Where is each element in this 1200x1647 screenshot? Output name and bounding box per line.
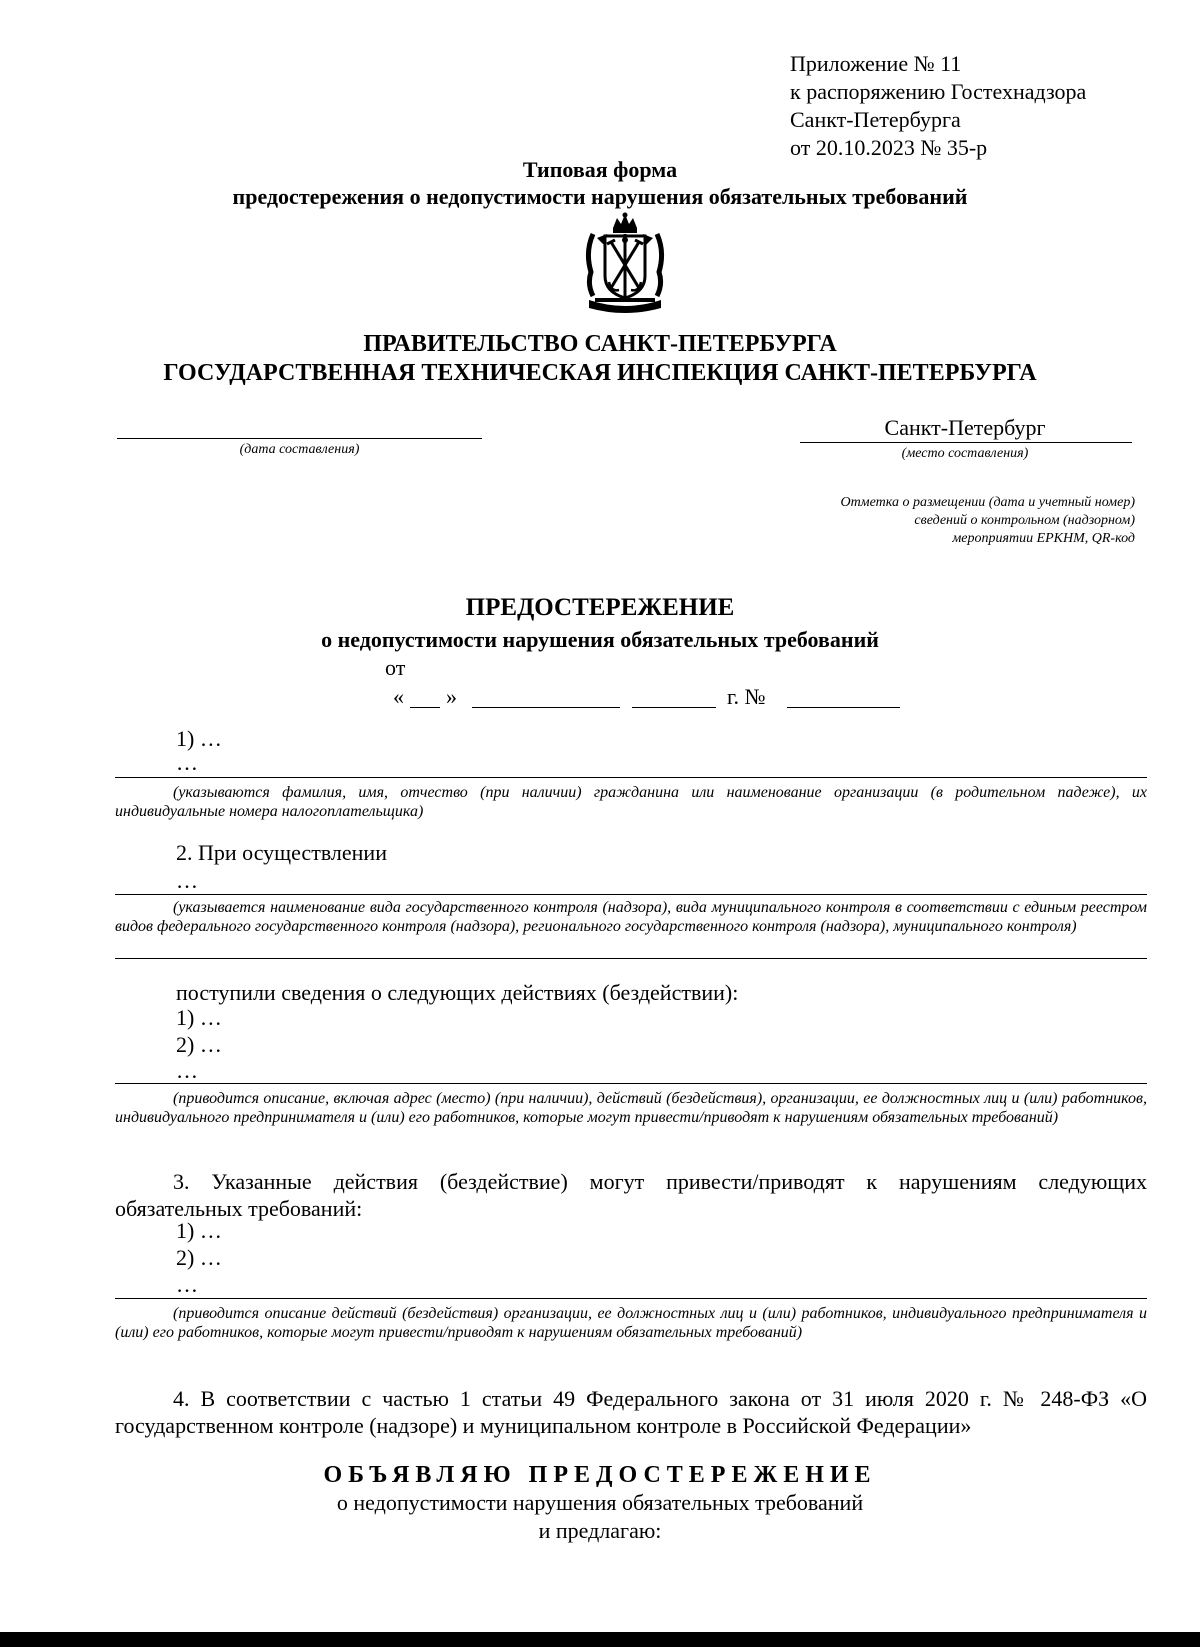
section2-title: 2. При осуществлении (176, 840, 387, 865)
section3-underline (115, 1298, 1147, 1299)
appendix-line: к распоряжению Гостехнадзора (790, 79, 1087, 104)
month-underline (472, 707, 620, 708)
erknm-note-line: Отметка о размещении (дата и учетный номер) (840, 495, 1135, 510)
section3-item: 1) … (176, 1218, 222, 1243)
declaration-line: и предлагаю: (538, 1518, 662, 1543)
section3-item: 2) … (176, 1245, 222, 1270)
form-subtitle: предостережения о недопустимости нарушения обязательных требований (232, 184, 968, 209)
section2-item: 1) … (176, 1005, 222, 1030)
close-quote: » (446, 684, 457, 709)
authority-line: ПРАВИТЕЛЬСТВО САНКТ-ПЕТЕРБУРГА (363, 331, 837, 357)
number-underline (787, 707, 900, 708)
section2-received: поступили сведения о следующих действиях (бездействии): (176, 980, 739, 1005)
declaration-line: о недопустимости нарушения обязательных требований (336, 1490, 864, 1515)
appendix-line: Санкт-Петербурга (790, 107, 961, 132)
section2-underline (115, 894, 1147, 895)
appendix-line: от 20.10.2023 № 35-р (790, 135, 988, 160)
section1-caption: (указываются фамилия, имя, отчество (при наличии) гражданина или наименование организации (в родительном падеже), их индивидуальные номера налогоплательщика) (115, 784, 1147, 820)
section2-caption-underline (115, 958, 1147, 959)
section2-ellipsis: … (176, 1058, 198, 1083)
authority-line: ГОСУДАРСТВЕННАЯ ТЕХНИЧЕСКАЯ ИНСПЕКЦИЯ САНКТ-ПЕТЕРБУРГА (163, 360, 1037, 386)
appendix-line: Приложение № 11 (790, 51, 962, 76)
place-value: Санкт-Петербург (884, 415, 1046, 440)
section3-caption: (приводится описание действий (бездействия) организации, ее должностных лиц и (или) работников, индивидуального предпринимателя и (или) его работников, которые могут привести/приводят к нарушениям обязательных требований) (115, 1305, 1147, 1341)
erknm-note (700, 494, 1135, 548)
open-quote: « (393, 684, 404, 709)
scan-bottom-border (0, 1632, 1200, 1647)
section1-underline (115, 777, 1147, 778)
section3-title: 3. Указанные действия (бездействие) могут привести/приводят к нарушениям следующих обязательных требований: (115, 1169, 1147, 1221)
place-underline (800, 442, 1132, 443)
from-label: от (385, 655, 406, 680)
erknm-note-line: мероприятии ЕРКНМ, QR-код (952, 531, 1135, 546)
date-caption: (дата составления) (239, 442, 360, 457)
section2-ellipsis: … (176, 868, 198, 893)
section1-ellipsis: … (176, 750, 198, 775)
section4-text: 4. В соответствии с частью 1 статьи 49 Федерального закона от 31 июля 2020 г. № 248-ФЗ «О государственном контроле (надзоре) и муниципальном контроле в Российской Федерации» (115, 1386, 1147, 1438)
day-underline (410, 707, 440, 708)
date-underline (117, 438, 482, 439)
erknm-note-line: сведений о контрольном (надзорном) (914, 513, 1135, 528)
place-caption: (место составления) (901, 446, 1029, 461)
year-number-label: г. № (727, 684, 766, 709)
document-heading: ПРЕДОСТЕРЕЖЕНИЕ (465, 594, 735, 621)
appendix-block (790, 50, 1086, 162)
declaration-title: ОБЪЯВЛЯЮ ПРЕДОСТЕРЕЖЕНИЕ (323, 1462, 877, 1488)
section2-caption: (указывается наименование вида государственного контроля (надзора), вида муниципального контроля в соответствии с единым реестром видов федерального государственного контроля (надзора), регионального государственного контроля (надзора), муниципального контроля) (115, 899, 1147, 935)
section2-actions-underline (115, 1083, 1147, 1084)
section2-actions-caption: (приводится описание, включая адрес (место) (при наличии), действий (бездействия), организации, ее должностных лиц и (или) работников, индивидуального предпринимателя и (или) его работников, которые могут привести/приводят к нарушениям обязательных требований) (115, 1090, 1147, 1126)
form-title: Типовая форма (522, 157, 678, 182)
year-underline (632, 707, 716, 708)
section2-item: 2) … (176, 1032, 222, 1057)
document-subheading: о недопустимости нарушения обязательных требований (321, 627, 879, 652)
section3-ellipsis: … (176, 1272, 198, 1297)
section1-item: 1) … (176, 726, 222, 751)
coat-of-arms-icon (575, 212, 675, 318)
